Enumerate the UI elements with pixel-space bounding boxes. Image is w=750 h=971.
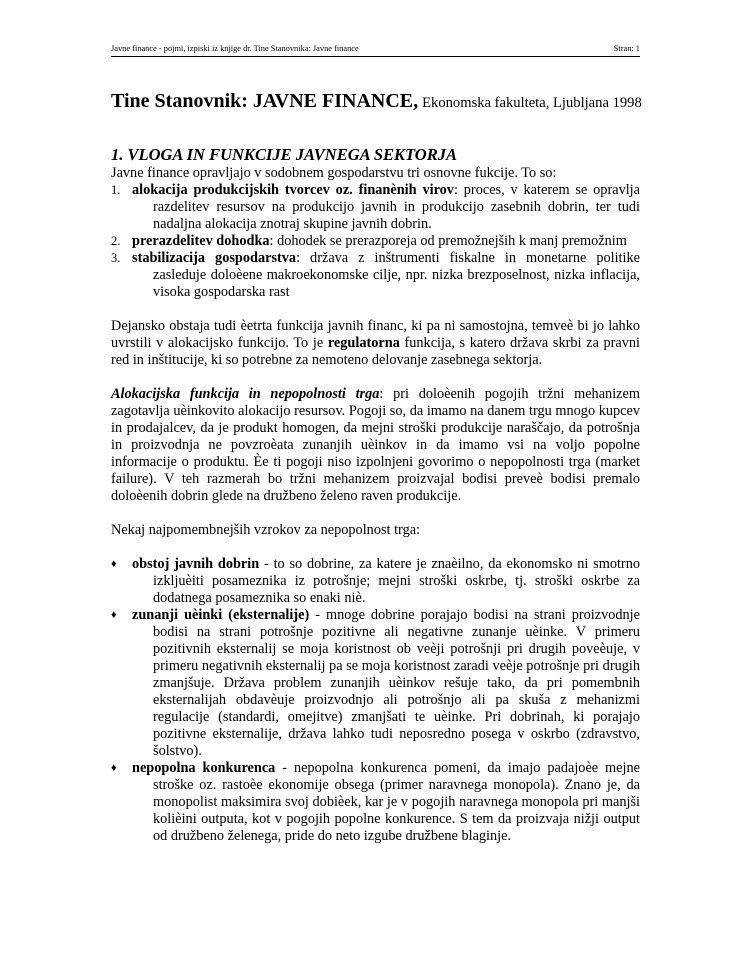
list-text: - mnoge dobrine porajajo bodisi na strani proizvodnje bodisi na strani potrošnje pozitivne ali negativne zunanje uèinke. V primeru pozitivnih eksternalij se moja koristnost ob veèji potrošnji pri drugih poveèuje, v primeru negativnih eksternalij pa se moja koristnost zaradi veèje potrošnje pri drugih zmanjšuje. Država problem zunanjih uèinkov rešuje tako, da pri pomembnih eksternalijah obdavèuje proizvodnjo ali potrošnjo ali pa skuša z mehanizmi regulacije (standardi, omejitve) zmanjšati te uèinke. Pri dobrinah, ki porajajo pozitivne eksternalije, država lahko tudi neposredno posega v oskrbo (zdravstvo, šolstvo).: [153, 607, 641, 759]
list-text: - to so dobrine, za katere je znaèilno, da ekonomsko ni smotrno izkljuèiti posameznika iz potrošnje; mejni stroški oskrbe, tj. stroški oskrbe za dodatnega posameznika so enaki niè.: [153, 556, 640, 606]
list-term: nepopolna konkurenca: [132, 760, 276, 776]
list-term: obstoj javnih dobrin: [132, 556, 260, 572]
list-item: [111, 760, 640, 845]
list-item: [111, 233, 640, 250]
paragraph-text: : pri doloèenih pogojih tržni mehanizem zagotavlja uèinkovito alokacijo resursov. Pogoji so, da imamo na danem trgu mnogo kupcev in prodajalcev, da je produkt homogen, da mejni stroški produkcije naraščajo, da potrošnja in proizvodnja ne povzroèata zunanjih uèinkov in da imamo vsi na voljo popolne informacije o produktu. Èe ti pogoji niso izpolnjeni govorimo o nepopolnosti trga (market failure). V teh razmerah bo tržni mehanizem proizvajal bodisi preveè bodisi premalo doloèenih dobrin glede na družbeno želeno raven produkcije.: [111, 386, 640, 504]
bullet-diamond-icon: ♦: [111, 762, 117, 774]
bullet-diamond-icon: ♦: [111, 558, 117, 570]
list-text: : proces, v katerem se opravlja razdelitev resursov na produkcijo javnih in produkcijo zasebnih dobrin, ter tudi nadaljna alokacija znotraj skupine javnih dobrin.: [153, 182, 641, 232]
paragraph-text: funkcija, s katero država skrbi za pravni red in inštitucije, ki so potrebne za nemoteno delovanje zasebnega sektorja.: [111, 335, 640, 368]
list-term: alokacija produkcijskih tvorcev oz. finanènih virov: [132, 182, 454, 198]
paragraph-emphasis: Alokacijska funkcija in nepopolnosti trga: [111, 386, 380, 402]
paragraph-emphasis: regulatorna: [327, 335, 400, 351]
list-item: [111, 250, 640, 301]
title-sub: Ekonomska fakulteta, Ljubljana 1998: [422, 95, 642, 111]
list-number: 3.: [111, 251, 121, 265]
section-heading: 1. VLOGA IN FUNKCIJE JAVNEGA SEKTORJA: [111, 145, 457, 164]
bullet-diamond-icon: ♦: [111, 609, 117, 621]
list-number: 2.: [111, 234, 121, 248]
list-text: - nepopolna konkurenca pomeni, da imajo padajoèe mejne stroške oz. rastoèe ekonomije obsega (primer naravnega monopola). Znano je, da monopolist maksimira svoj dobièek, kar je v pogojih naravnega monopola pri manjši kolièini outputa, kot v pogojih popolne konkurence. S tem da proizvaja nižji output od družbeno želenega, pride do neto izgube družbene blaginje.: [153, 760, 640, 844]
list-term: prerazdelitev dohodka: [132, 233, 270, 249]
list-number: 1.: [111, 183, 121, 197]
list-item: [111, 607, 640, 760]
page-header: [111, 44, 640, 57]
document-title: [111, 90, 640, 113]
list-item: [111, 182, 640, 233]
paragraph-causes-intro: Nekaj najpomembnejših vzrokov za nepopolnost trga:: [111, 522, 421, 538]
list-text: : država z inštrumenti fiskalne in monetarne politike zasleduje doloèene makroekonomske cilje, npr. nizka brezposelnost, nizka inflacija, visoka gospodarska rast: [153, 250, 640, 300]
paragraph-regulatory: [111, 318, 640, 369]
section-body: [111, 165, 640, 845]
list-item: [111, 556, 640, 607]
page-number: Stran: 1: [613, 44, 640, 53]
paragraph-text: Dejansko obstaja tudi èetrta funkcija javnih financ, ki pa ni samostojna, temveè bi jo lahko uvrstili v alokacijsko funkcijo. To je: [111, 318, 640, 351]
list-term: zunanji uèinki (eksternalije): [132, 607, 310, 623]
list-text: : dohodek se prerazporeja od premožnejših k manj premožnim: [269, 233, 627, 249]
list-term: stabilizacija gospodarstva: [132, 250, 297, 266]
intro-paragraph: Javne finance opravljajo v sodobnem gospodarstvu tri osnovne fukcije. To so:: [111, 165, 557, 181]
header-title: Javne finance - pojmi, izpiski iz knjige dr. Tine Stanovnika: Javne finance: [111, 44, 359, 53]
paragraph-allocation: [111, 386, 640, 505]
title-main: Tine Stanovnik: JAVNE FINANCE,: [111, 90, 419, 112]
